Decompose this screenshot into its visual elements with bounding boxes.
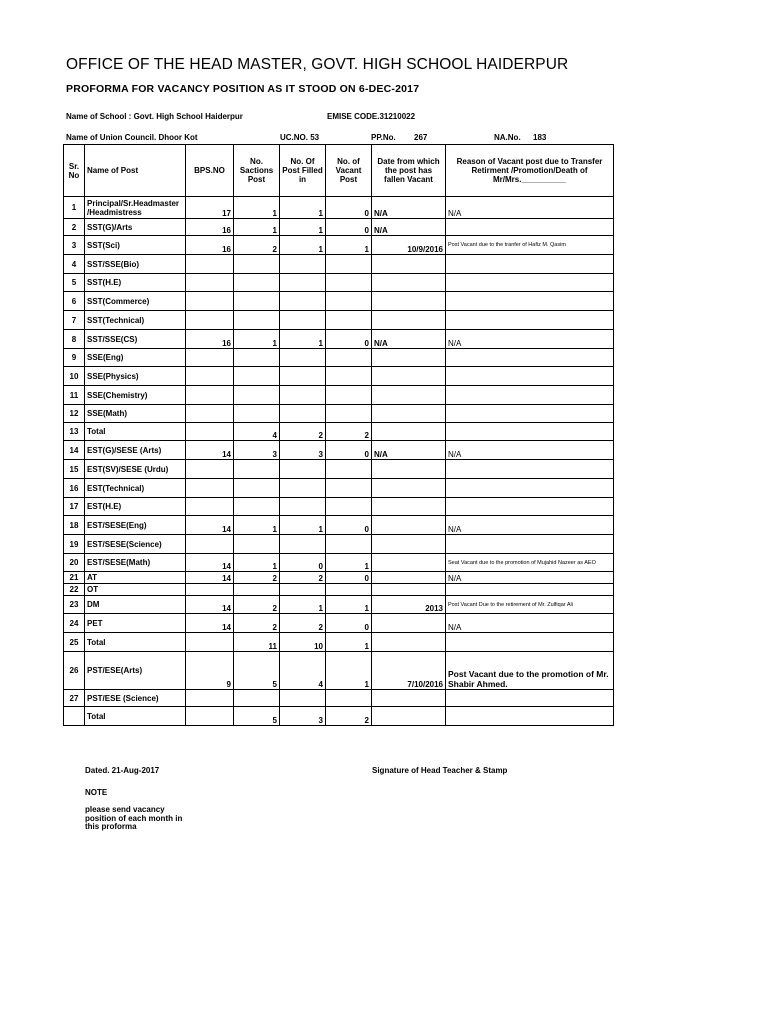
cell-filled bbox=[280, 479, 326, 498]
cell-filled: 10 bbox=[280, 633, 326, 652]
cell-date bbox=[372, 584, 446, 596]
cell-post-name: Total bbox=[85, 423, 186, 441]
table-row bbox=[64, 349, 614, 367]
cell-post-name: SSE(Math) bbox=[85, 405, 186, 423]
cell-vacant: 1 bbox=[326, 633, 372, 652]
cell-sr: 2 bbox=[64, 219, 85, 236]
cell-bps bbox=[186, 274, 234, 292]
cell-vacant: 1 bbox=[326, 554, 372, 572]
cell-vacant: 0 bbox=[326, 197, 372, 219]
cell-date bbox=[372, 535, 446, 554]
table-row bbox=[64, 652, 614, 690]
cell-vacant: 1 bbox=[326, 236, 372, 255]
cell-sanctioned: 1 bbox=[234, 219, 280, 236]
cell-post-name: EST(G)/SESE (Arts) bbox=[85, 441, 186, 460]
table-row bbox=[64, 441, 614, 460]
cell-reason bbox=[446, 405, 614, 423]
cell-sr: 10 bbox=[64, 367, 85, 386]
cell-sr: 5 bbox=[64, 274, 85, 292]
cell-sanctioned bbox=[234, 367, 280, 386]
cell-date bbox=[372, 516, 446, 535]
cell-date bbox=[372, 633, 446, 652]
cell-vacant bbox=[326, 690, 372, 707]
cell-reason bbox=[446, 498, 614, 516]
emise-code: EMISE CODE.31210022 bbox=[327, 112, 416, 121]
table-row bbox=[64, 584, 614, 596]
table-header-row bbox=[64, 145, 614, 197]
cell-sanctioned bbox=[234, 498, 280, 516]
cell-date bbox=[372, 405, 446, 423]
cell-filled bbox=[280, 386, 326, 405]
cell-date bbox=[372, 572, 446, 584]
cell-reason: Post Vacant due to the promotion of Mr. Shabir Ahmed. bbox=[446, 652, 614, 690]
cell-vacant bbox=[326, 498, 372, 516]
cell-filled: 1 bbox=[280, 516, 326, 535]
cell-filled: 2 bbox=[280, 572, 326, 584]
cell-sr: 6 bbox=[64, 292, 85, 311]
cell-post-name: EST(H.E) bbox=[85, 498, 186, 516]
cell-sanctioned bbox=[234, 535, 280, 554]
cell-sanctioned: 11 bbox=[234, 633, 280, 652]
cell-filled bbox=[280, 460, 326, 479]
cell-sr: 13 bbox=[64, 423, 85, 441]
cell-sr: 4 bbox=[64, 255, 85, 274]
cell-date bbox=[372, 311, 446, 330]
cell-bps bbox=[186, 584, 234, 596]
cell-sanctioned bbox=[234, 292, 280, 311]
cell-bps: 14 bbox=[186, 596, 234, 614]
cell-vacant: 0 bbox=[326, 219, 372, 236]
cell-date bbox=[372, 274, 446, 292]
table-row bbox=[64, 236, 614, 255]
cell-post-name: AT bbox=[85, 572, 186, 584]
cell-sanctioned bbox=[234, 255, 280, 274]
cell-post-name: SST(Commerce) bbox=[85, 292, 186, 311]
cell-sanctioned: 2 bbox=[234, 596, 280, 614]
cell-post-name: SSE(Eng) bbox=[85, 349, 186, 367]
cell-reason bbox=[446, 255, 614, 274]
cell-post-name: EST(SV)/SESE (Urdu) bbox=[85, 460, 186, 479]
cell-date: 10/9/2016 bbox=[372, 236, 446, 255]
cell-bps: 14 bbox=[186, 441, 234, 460]
cell-sanctioned bbox=[234, 460, 280, 479]
cell-post-name: Total bbox=[85, 633, 186, 652]
cell-bps: 16 bbox=[186, 330, 234, 349]
cell-sanctioned bbox=[234, 479, 280, 498]
cell-reason bbox=[446, 219, 614, 236]
cell-date bbox=[372, 367, 446, 386]
note-text: please send vacancy position of each month in this proforma bbox=[85, 805, 183, 831]
cell-post-name: SST(G)/Arts bbox=[85, 219, 186, 236]
cell-post-name: SST/SSE(Bio) bbox=[85, 255, 186, 274]
cell-vacant bbox=[326, 274, 372, 292]
cell-vacant bbox=[326, 386, 372, 405]
cell-vacant bbox=[326, 255, 372, 274]
cell-vacant: 1 bbox=[326, 596, 372, 614]
cell-bps: 9 bbox=[186, 652, 234, 690]
cell-filled bbox=[280, 584, 326, 596]
header-filled: No. Of Post Filled in bbox=[280, 145, 326, 197]
cell-date: N/A bbox=[372, 441, 446, 460]
union-council: Name of Union Council. Dhoor Kot bbox=[66, 133, 198, 142]
cell-post-name: PST/ESE (Science) bbox=[85, 690, 186, 707]
table-row bbox=[64, 690, 614, 707]
cell-sanctioned bbox=[234, 311, 280, 330]
cell-filled: 2 bbox=[280, 423, 326, 441]
cell-date: 2013 bbox=[372, 596, 446, 614]
cell-bps bbox=[186, 460, 234, 479]
cell-bps: 17 bbox=[186, 197, 234, 219]
cell-sr: 18 bbox=[64, 516, 85, 535]
cell-sanctioned bbox=[234, 386, 280, 405]
table-row bbox=[64, 516, 614, 535]
cell-sr: 15 bbox=[64, 460, 85, 479]
cell-vacant bbox=[326, 535, 372, 554]
cell-bps: 16 bbox=[186, 219, 234, 236]
cell-sanctioned bbox=[234, 584, 280, 596]
cell-vacant bbox=[326, 349, 372, 367]
table-row bbox=[64, 330, 614, 349]
pp-label: PP.No. bbox=[371, 133, 396, 142]
cell-filled bbox=[280, 367, 326, 386]
cell-reason bbox=[446, 349, 614, 367]
cell-date bbox=[372, 498, 446, 516]
cell-vacant: 0 bbox=[326, 572, 372, 584]
cell-vacant: 0 bbox=[326, 441, 372, 460]
cell-filled: 1 bbox=[280, 219, 326, 236]
cell-date bbox=[372, 554, 446, 572]
cell-filled: 2 bbox=[280, 614, 326, 633]
cell-reason: N/A bbox=[446, 614, 614, 633]
cell-sr: 3 bbox=[64, 236, 85, 255]
cell-filled bbox=[280, 405, 326, 423]
cell-bps bbox=[186, 690, 234, 707]
table-row bbox=[64, 423, 614, 441]
cell-reason bbox=[446, 423, 614, 441]
cell-bps bbox=[186, 386, 234, 405]
cell-vacant bbox=[326, 405, 372, 423]
cell-bps: 14 bbox=[186, 516, 234, 535]
cell-sr bbox=[64, 707, 85, 726]
cell-date bbox=[372, 690, 446, 707]
cell-reason bbox=[446, 584, 614, 596]
table-row bbox=[64, 498, 614, 516]
cell-reason: N/A bbox=[446, 516, 614, 535]
header-post: Name of Post bbox=[85, 145, 186, 197]
table-row bbox=[64, 707, 614, 726]
vacancy-table bbox=[63, 144, 614, 726]
cell-sr: 14 bbox=[64, 441, 85, 460]
cell-vacant bbox=[326, 311, 372, 330]
cell-sanctioned: 2 bbox=[234, 572, 280, 584]
cell-bps bbox=[186, 633, 234, 652]
cell-bps bbox=[186, 498, 234, 516]
cell-reason bbox=[446, 460, 614, 479]
cell-bps bbox=[186, 707, 234, 726]
table-row bbox=[64, 479, 614, 498]
cell-sanctioned: 3 bbox=[234, 441, 280, 460]
cell-reason: Post Vacant due to the tranfer of Hafiz M. Qasim bbox=[446, 236, 614, 255]
cell-sanctioned bbox=[234, 690, 280, 707]
cell-sanctioned bbox=[234, 274, 280, 292]
cell-filled: 3 bbox=[280, 707, 326, 726]
cell-vacant bbox=[326, 460, 372, 479]
dated-text: Dated. 21-Aug-2017 bbox=[85, 766, 160, 775]
header-sr: Sr. No bbox=[64, 145, 85, 197]
cell-vacant: 2 bbox=[326, 423, 372, 441]
na-label: NA.No. bbox=[494, 133, 521, 142]
cell-sr: 21 bbox=[64, 572, 85, 584]
header-vacant: No. of Vacant Post bbox=[326, 145, 372, 197]
cell-sanctioned: 1 bbox=[234, 554, 280, 572]
table-row bbox=[64, 311, 614, 330]
cell-sanctioned: 4 bbox=[234, 423, 280, 441]
cell-reason bbox=[446, 311, 614, 330]
cell-date bbox=[372, 479, 446, 498]
table-row bbox=[64, 572, 614, 584]
cell-sr: 24 bbox=[64, 614, 85, 633]
cell-vacant: 0 bbox=[326, 330, 372, 349]
cell-sanctioned: 2 bbox=[234, 236, 280, 255]
cell-vacant: 2 bbox=[326, 707, 372, 726]
cell-reason bbox=[446, 535, 614, 554]
cell-filled bbox=[280, 535, 326, 554]
cell-sanctioned: 1 bbox=[234, 516, 280, 535]
cell-post-name: Total bbox=[85, 707, 186, 726]
header-bps: BPS.NO bbox=[186, 145, 234, 197]
cell-date bbox=[372, 707, 446, 726]
cell-filled bbox=[280, 690, 326, 707]
cell-filled bbox=[280, 274, 326, 292]
cell-sr: 25 bbox=[64, 633, 85, 652]
cell-sr: 17 bbox=[64, 498, 85, 516]
cell-sr: 20 bbox=[64, 554, 85, 572]
cell-date bbox=[372, 614, 446, 633]
cell-reason bbox=[446, 690, 614, 707]
cell-reason: N/A bbox=[446, 330, 614, 349]
cell-post-name: PST/ESE(Arts) bbox=[85, 652, 186, 690]
pp-value: 267 bbox=[414, 133, 428, 142]
cell-filled: 1 bbox=[280, 197, 326, 219]
cell-reason bbox=[446, 367, 614, 386]
cell-bps: 16 bbox=[186, 236, 234, 255]
cell-sanctioned: 2 bbox=[234, 614, 280, 633]
cell-post-name: DM bbox=[85, 596, 186, 614]
cell-filled: 0 bbox=[280, 554, 326, 572]
cell-date bbox=[372, 349, 446, 367]
cell-bps bbox=[186, 311, 234, 330]
table-row bbox=[64, 460, 614, 479]
cell-bps bbox=[186, 405, 234, 423]
cell-post-name: OT bbox=[85, 584, 186, 596]
cell-date bbox=[372, 386, 446, 405]
cell-sr: 27 bbox=[64, 690, 85, 707]
cell-bps bbox=[186, 535, 234, 554]
cell-filled bbox=[280, 498, 326, 516]
table-row bbox=[64, 292, 614, 311]
cell-sr: 11 bbox=[64, 386, 85, 405]
table-body bbox=[64, 197, 614, 726]
signature-label: Signature of Head Teacher & Stamp bbox=[372, 766, 508, 775]
cell-bps bbox=[186, 367, 234, 386]
cell-reason bbox=[446, 633, 614, 652]
cell-post-name: SSE(Physics) bbox=[85, 367, 186, 386]
cell-sr: 23 bbox=[64, 596, 85, 614]
table-row bbox=[64, 255, 614, 274]
cell-date bbox=[372, 255, 446, 274]
cell-filled bbox=[280, 311, 326, 330]
cell-filled bbox=[280, 292, 326, 311]
cell-sr: 9 bbox=[64, 349, 85, 367]
cell-reason: Seat Vacant due to the promotion of Mujahid Nazeer as AEO bbox=[446, 554, 614, 572]
school-name: Name of School : Govt. High School Haiderpur bbox=[66, 112, 243, 121]
cell-vacant bbox=[326, 584, 372, 596]
cell-vacant bbox=[326, 479, 372, 498]
cell-reason: N/A bbox=[446, 441, 614, 460]
cell-post-name: EST/SESE(Eng) bbox=[85, 516, 186, 535]
uc-number: UC.NO. 53 bbox=[280, 133, 320, 142]
cell-reason bbox=[446, 386, 614, 405]
table-row bbox=[64, 386, 614, 405]
cell-sanctioned bbox=[234, 405, 280, 423]
header-reason: Reason of Vacant post due to Transfer Retirment /Promotion/Death of Mr/Mrs.__________ bbox=[446, 145, 614, 197]
cell-sr: 22 bbox=[64, 584, 85, 596]
table-row bbox=[64, 367, 614, 386]
cell-post-name: SST(H.E) bbox=[85, 274, 186, 292]
cell-reason: N/A bbox=[446, 197, 614, 219]
table-row bbox=[64, 197, 614, 219]
cell-bps: 14 bbox=[186, 572, 234, 584]
cell-sr: 12 bbox=[64, 405, 85, 423]
table-row bbox=[64, 554, 614, 572]
cell-date bbox=[372, 292, 446, 311]
cell-bps bbox=[186, 255, 234, 274]
cell-filled: 1 bbox=[280, 596, 326, 614]
cell-reason: Post Vacant Due to the retirement of Mr. Zulfiqar Ali bbox=[446, 596, 614, 614]
cell-post-name: EST/SESE(Math) bbox=[85, 554, 186, 572]
na-value: 183 bbox=[533, 133, 547, 142]
cell-post-name: SST(Technical) bbox=[85, 311, 186, 330]
cell-post-name: EST(Technical) bbox=[85, 479, 186, 498]
table-row bbox=[64, 274, 614, 292]
header-sanctioned: No. Sactions Post bbox=[234, 145, 280, 197]
cell-bps: 14 bbox=[186, 614, 234, 633]
cell-vacant: 0 bbox=[326, 516, 372, 535]
cell-sr: 16 bbox=[64, 479, 85, 498]
cell-date: N/A bbox=[372, 219, 446, 236]
cell-reason bbox=[446, 707, 614, 726]
cell-filled: 4 bbox=[280, 652, 326, 690]
cell-filled: 1 bbox=[280, 330, 326, 349]
cell-reason bbox=[446, 274, 614, 292]
cell-sanctioned: 1 bbox=[234, 197, 280, 219]
table-row bbox=[64, 633, 614, 652]
cell-post-name: SST(Sci) bbox=[85, 236, 186, 255]
cell-date bbox=[372, 460, 446, 479]
cell-sr: 19 bbox=[64, 535, 85, 554]
cell-bps bbox=[186, 349, 234, 367]
cell-post-name: EST/SESE(Science) bbox=[85, 535, 186, 554]
cell-post-name: SSE(Chemistry) bbox=[85, 386, 186, 405]
cell-date: 7/10/2016 bbox=[372, 652, 446, 690]
cell-filled: 3 bbox=[280, 441, 326, 460]
cell-reason bbox=[446, 479, 614, 498]
table-row bbox=[64, 596, 614, 614]
cell-sr: 8 bbox=[64, 330, 85, 349]
cell-post-name: Principal/Sr.Headmaster /Headmistress bbox=[85, 197, 186, 219]
cell-bps bbox=[186, 479, 234, 498]
cell-post-name: SST/SSE(CS) bbox=[85, 330, 186, 349]
cell-filled bbox=[280, 349, 326, 367]
cell-sr: 7 bbox=[64, 311, 85, 330]
cell-date: N/A bbox=[372, 197, 446, 219]
cell-vacant bbox=[326, 292, 372, 311]
cell-reason: N/A bbox=[446, 572, 614, 584]
cell-sanctioned bbox=[234, 349, 280, 367]
cell-post-name: PET bbox=[85, 614, 186, 633]
cell-sanctioned: 1 bbox=[234, 330, 280, 349]
cell-filled: 1 bbox=[280, 236, 326, 255]
cell-vacant bbox=[326, 367, 372, 386]
page-title: OFFICE OF THE HEAD MASTER, GOVT. HIGH SCHOOL HAIDERPUR bbox=[66, 56, 569, 73]
header-date: Date from which the post has fallen Vacant bbox=[372, 145, 446, 197]
cell-date bbox=[372, 423, 446, 441]
cell-filled bbox=[280, 255, 326, 274]
cell-bps bbox=[186, 292, 234, 311]
cell-reason bbox=[446, 292, 614, 311]
table-row bbox=[64, 614, 614, 633]
cell-bps bbox=[186, 423, 234, 441]
cell-bps: 14 bbox=[186, 554, 234, 572]
cell-date: N/A bbox=[372, 330, 446, 349]
cell-sanctioned: 5 bbox=[234, 652, 280, 690]
table-row bbox=[64, 405, 614, 423]
table-row bbox=[64, 219, 614, 236]
cell-sr: 1 bbox=[64, 197, 85, 219]
table-row bbox=[64, 535, 614, 554]
proforma-subtitle: PROFORMA FOR VACANCY POSITION AS IT STOOD ON 6-DEC-2017 bbox=[66, 83, 420, 95]
cell-sr: 26 bbox=[64, 652, 85, 690]
cell-vacant: 0 bbox=[326, 614, 372, 633]
cell-vacant: 1 bbox=[326, 652, 372, 690]
cell-sanctioned: 5 bbox=[234, 707, 280, 726]
note-label: NOTE bbox=[85, 788, 108, 797]
